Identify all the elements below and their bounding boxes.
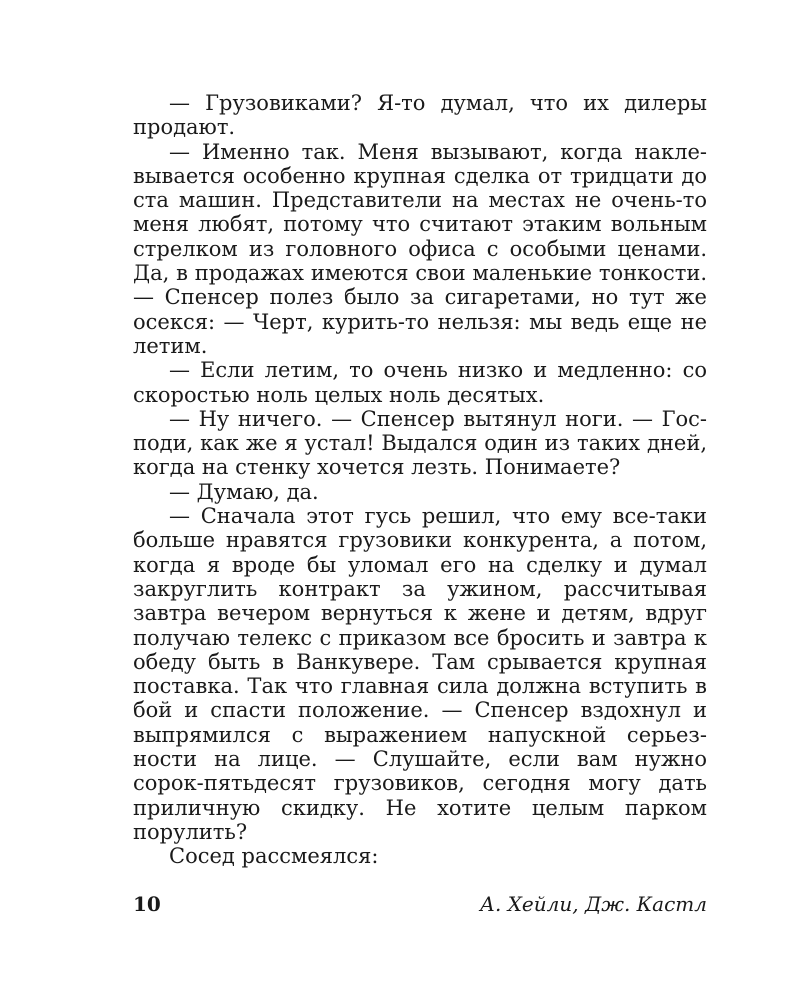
running-footer-authors: А. Хейли, Дж. Кастл — [479, 892, 707, 916]
page-number: 10 — [133, 892, 161, 916]
body-text — [133, 91, 707, 869]
paragraph: — Думаю, да. — [169, 479, 319, 504]
paragraph: — Сначала этот гусь решил, что ему все-таки больше нравятся грузовики конкурента, а потом, когда я вроде бы уломал его на сделку и думал закруглить контракт за ужином, рассчитывая завтра вечером вернуться к жене и детям, вдруг получаю телекс с приказом все бросить и завтра к обеду быть в Ванкувере. Там срывается крупная поставка. Так что главная сила должна вступить в бой и спасти положение. — Спенсер вздохнул и выпрямился с выражением напускной серьезности на лице. — Слушайте, если вам нужно сорок-пятьдесят грузовиков, сегодня могу дать приличную скидку. Не хотите целым парком порулить? — [133, 504, 707, 844]
paragraph: — Именно так. Меня вызывают, когда наклевывается особенно крупная сделка от тридцати до ста машин. Представители на местах не очень-то меня любят, потому что считают этаким вольным стрелком из головного офиса с особыми ценами. Да, в продажах имеются свои маленькие тонкости. — Спенсер полез было за сигаретами, но тут же осекся: — Черт, курить-то нельзя: мы ведь еще не летим. — [133, 139, 707, 358]
paragraph: — Грузовиками? Я-то думал, что их дилеры продают. — [133, 91, 707, 140]
page-footer — [133, 892, 707, 918]
paragraph: — Ну ничего. — Спенсер вытянул ноги. — Господи, как же я устал! Выдался один из таких дней, когда на стенку хочется лезть. Понимаете? — [133, 406, 707, 480]
paragraph: Сосед рассмеялся: — [169, 844, 379, 869]
paragraph: — Если летим, то очень низко и медленно: со скоростью ноль целых ноль десятых. — [133, 358, 707, 407]
